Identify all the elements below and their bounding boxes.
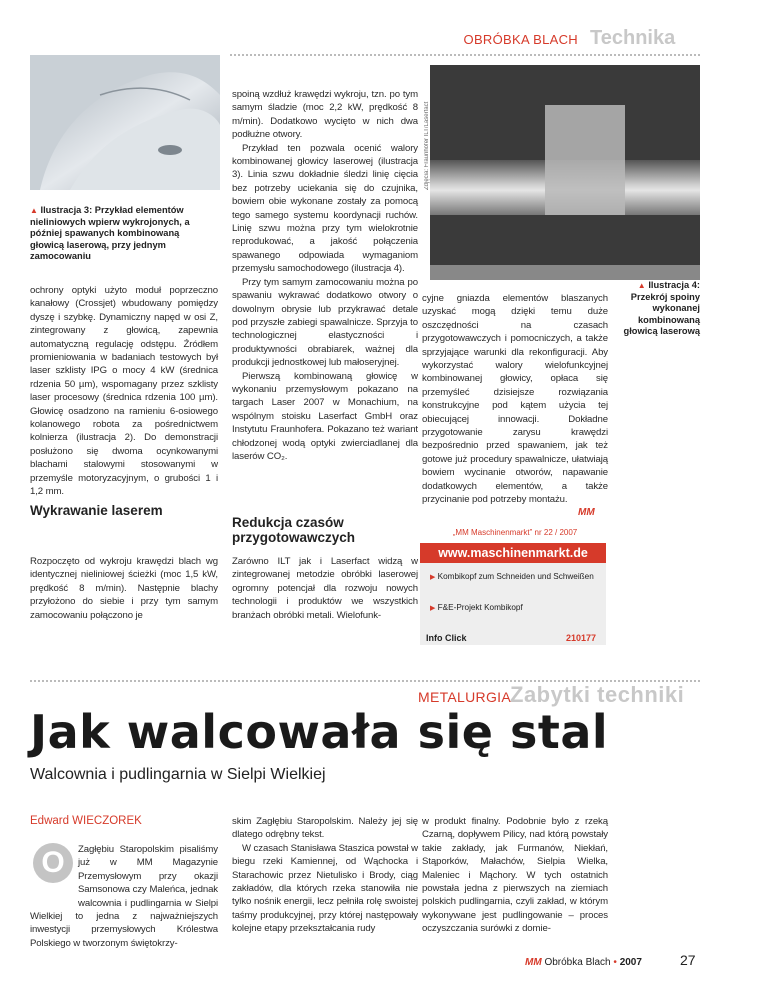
article-author: Edward WIECZOREK	[30, 815, 142, 827]
article-column-3: cyjne gniazda elementów blaszanych uzyskać mogą dzięki temu duże oszczędności na czasach przygotowawczych i pomocniczych, a także sprzyjające warunki dla rekonfiguracji. Aby wykorzystać walory wielofunkcyjnej kombinowanej głowicy, opłaca się przemyśleć dzisiejsze rozwiązania konstrukcyjne pod kątem użycia tej obiecującej innowacji. Dokładne przygotowanie zarysu krawędzi bezpośrednio przed spawaniem, jak też gotowe już procedury spawalnicze, ułatwiają bowiem wycinanie otworów, napawanie dodatkowych elementów, a także przycinanie pod potrzeby montażu.	[422, 293, 608, 506]
photo-credit: Zdjęcia: Fraunhofer ILT/Laserfact	[424, 101, 430, 190]
triangle-icon: ▲	[30, 206, 38, 215]
info-click-code: 210177	[565, 633, 596, 643]
article2-column-3: w produkt finalny. Podobnie było z rzeką Czarną, dopływem Pilicy, nad którą powstały takie zakłady, jak Furmanów, Niekłań, Stąporków, Małachów, Sielpia Wielka, Maleniec i Mąchory. W tych ostatnich powstała jedna z pierwszych na ziemiach polskich pudlingarnia, czyli zakład, w którym wykonywane jest pudlingowanie – proces oczyszczania surówki z domie-	[422, 816, 608, 935]
article-column-1-continued: Rozpoczęto od wykroju krawędzi blach wg identycznej nieliniowej ścieżki (moc 1,5 kW, prędkość 8 m/min). Następnie blachy przyłożono do siebie i przy tym samym zamocowaniu połączono je	[30, 556, 218, 621]
article2-column-2: skim Zagłębiu Staropolskim. Należy jej się dlatego odrębny tekst. W czasach Stanisława Staszica powstał w biegu rzeki Kamiennej, od Wąchocka i Starachowic przez Nietulisko i Brody, ciąg zakładów, dla których rzeka stanowiła nie tylko nośnik energii, lecz pełniła rolę swoistej taśmy produkcyjnej, przy której następowały kolejne etapy przekształcania rudy	[232, 816, 418, 935]
info-url-link[interactable]: www.maschinenmarkt.de	[420, 543, 606, 563]
section-label: OBRÓBKA BLACH	[463, 32, 578, 47]
article-headline: Jak walcowała się stal	[30, 705, 609, 759]
header-divider	[230, 54, 700, 56]
info-click-logo: Info Click	[426, 633, 467, 643]
arrow-right-icon: ▶	[430, 574, 436, 581]
article-column-2: spoiną wzdłuż krawędzi wykroju, tzn. po tym samym śladzie (moc 2,2 kW, prędkość 8 m/min). Dodatkowo wycięto w nich dwa podłużne otwory. Przykład ten pozwala ocenić walory kombinowanej głowicy laserowej (ilustracja 3). Linia szwu dokładnie śledzi linię cięcia bez potrzeby uciekania się do czujnika, bowiem obie wykonane zostały za pomocą tego samego systemu koordynacji ruchów. Linię szwu można przy tym wielokrotnie reprodukować, a jakość połączenia spawanego odpowiada wymaganiom przemysłu samochodowego (ilustracja 4). Przy tym samym zamocowaniu można po spawaniu wykrawać dodatkowo otwory o dowolnym obrysie lub przykrawać detale pod przyszłe zabiegi spawalnicze. Sprzyja to technologicznej elastyczności i produktywności obrabiarek, ważnej dla produkcji jednostkowej lub małoseryjnej. Pierwszą kombinowaną głowicę w wykonaniu przemysłowym pokazano na targach Laser 2007 w Monachium, na wspólnym stoisku Laserfact GmbH oraz Instytutu Fraunhofera. Pokazano też wariant chłodzonej wodą optyki zwierciadlanej dla laserów CO₂.	[232, 89, 418, 462]
section2-category: Zabytki techniki	[510, 682, 685, 707]
page-footer: MM Obróbka Blach • 2007	[525, 957, 642, 968]
info-box	[420, 543, 606, 645]
dropcap-letter: O	[33, 843, 73, 883]
subheading-redukcja: Redukcja czasów przygotowawczych	[232, 515, 356, 545]
page-number: 27	[680, 952, 696, 968]
illustration-4-photo	[430, 65, 700, 280]
illustration-3-photo	[30, 55, 220, 190]
section2-label: METALURGIA	[418, 689, 511, 705]
article2-column-1: Zagłębiu Staropolskim pisaliśmy już w MM Magazynie Przemysłowym przy okazji Samsonowa czy Maleńca, jednak walcownia i pudlingarnia w Sielpi Wielkiej to jedna z najważniejszych inwestycji przemysłowych Królestwa Polskiego w tworzonym świętokrzy-	[30, 844, 218, 949]
mm-signature-logo: MM	[578, 507, 595, 518]
article-subtitle: Walcownia i pudlingarnia w Sielpi Wielkiej	[30, 766, 326, 783]
subheading-wykrawanie: Wykrawanie laserem	[30, 503, 163, 518]
info-item-1[interactable]: ▶ Kombikopf zum Schneiden und Schweißen	[430, 572, 594, 581]
triangle-icon: ▲	[637, 281, 646, 290]
article-column-2-continued: Zarówno ILT jak i Laserfact widzą w zintegrowanej metodzie obróbki laserowej ogromny potencjał dla rozwoju nowych technologii i produktów we wszystkich branżach obróbki metali. Wielofunk-	[232, 556, 418, 621]
mm-footer-logo: MM	[525, 957, 542, 968]
arrow-right-icon: ▶	[430, 605, 436, 612]
source-note: „MM Maschinenmarkt” nr 22 / 2007	[452, 528, 578, 537]
info-item-2[interactable]: ▶ F&E-Projekt Kombikopf	[430, 603, 523, 612]
article-column-1: ochrony optyki użyto moduł poprzeczno kanałowy (Crossjet) wbudowany pomiędzy dyszę i szybkę. Dynamiczny napęd w osi Z, zintegrowany z głowicą, zapewnia automatyczną regulację odstępu. Źródłem promieniowania w badaniach testowych był laser szklisty IPG o mocy 4 kW (średnica rdzenia 50 µm), wspomagany przez szklisty laser procesowy (średnica rdzenia 100 µm). Głowicę osadzono na ramieniu 6-osiowego kolanowego robota za pośrednictwem kolnierza (ilustracja 2). Do demonstracji posłużono się dwoma ocynkowanymi blachami stalowymi stosowanymi w przemyśle motoryzacyjnym, o grubości 1 i 1,2 mm.	[30, 285, 218, 498]
illustration-4-caption: ▲ Ilustracja 4: Przekrój spoiny wykonanej kombinowaną głowicą laserową	[623, 280, 700, 336]
category-label: Technika	[590, 27, 676, 49]
illustration-3-caption: ▲ Ilustracja 3: Przykład elementów nieliniowych wpierw wykrojonych, a później spawanych kombinowaną głowicą laserową, przy jednym zamocowaniu	[30, 205, 190, 261]
